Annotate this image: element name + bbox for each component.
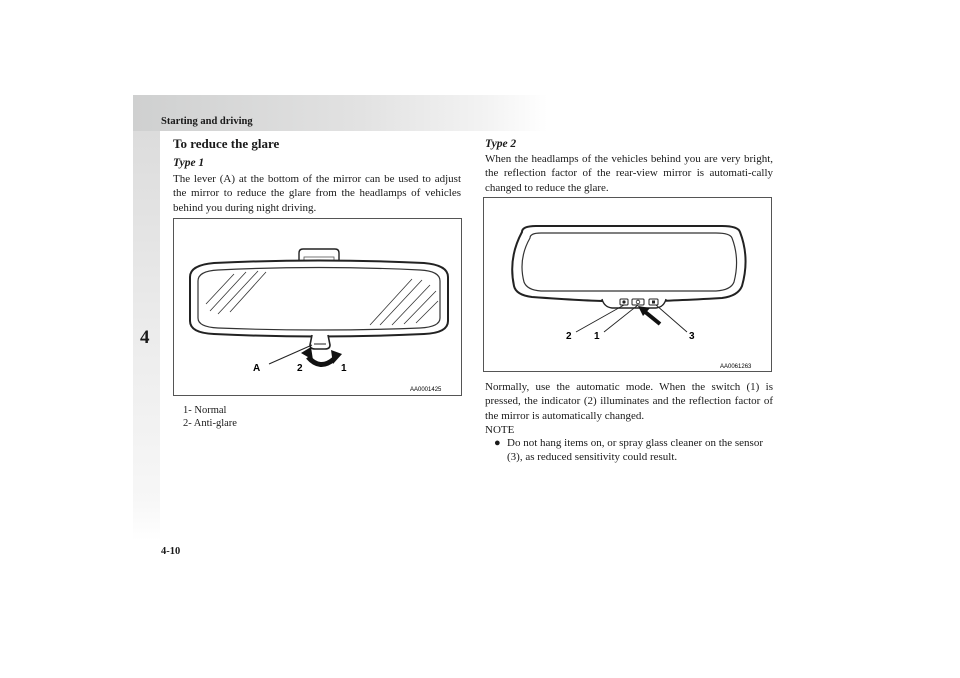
type1-description: The lever (A) at the bottom of the mirror can be used to adjust the mirror to reduce the glare from the headlamps of vehicles behind you during night driving. — [173, 173, 461, 214]
type1-legend — [183, 404, 237, 430]
type2-mirror-figure — [483, 197, 772, 372]
note-label: NOTE — [485, 424, 515, 436]
label-1: 1 — [594, 331, 600, 342]
label-a: A — [253, 363, 261, 374]
note-item — [494, 436, 772, 465]
legend-item-normal: 1- Normal — [183, 405, 227, 416]
type1-mirror-illustration — [174, 219, 461, 395]
label-1: 1 — [341, 363, 347, 374]
legend-item-anti-glare: 2- Anti-glare — [183, 418, 237, 430]
type2-label: Type 2 — [485, 138, 517, 150]
note-text: Do not hang items on, or spray glass cleaner on the sensor (3), as reduced sensitivity could result. — [507, 437, 763, 464]
chapter-number: 4 — [140, 327, 150, 348]
figure-code: AA0061263 — [720, 364, 752, 370]
page-heading: To reduce the glare — [173, 136, 280, 151]
page-number: 4-10 — [161, 546, 181, 557]
type1-label: Type 1 — [173, 157, 205, 169]
type1-mirror-figure — [173, 218, 462, 396]
label-2: 2 — [566, 331, 572, 342]
type2-mirror-illustration — [484, 198, 771, 371]
label-2: 2 — [297, 363, 303, 374]
figure-code: AA0001425 — [410, 387, 442, 393]
type2-description: When the headlamps of the vehicles behind you are very bright, the reflection factor of the rear-view mirror is automati-cally changed to reduce the glare. — [485, 153, 773, 194]
section-title: Starting and driving — [161, 116, 253, 127]
bullet-icon: ● — [494, 437, 501, 449]
label-3: 3 — [689, 331, 695, 342]
automatic-mode-description: Normally, use the automatic mode. When the switch (1) is pressed, the indicator (2) illuminates and the reflection factor of the mirror is automatically changed. — [485, 381, 773, 422]
